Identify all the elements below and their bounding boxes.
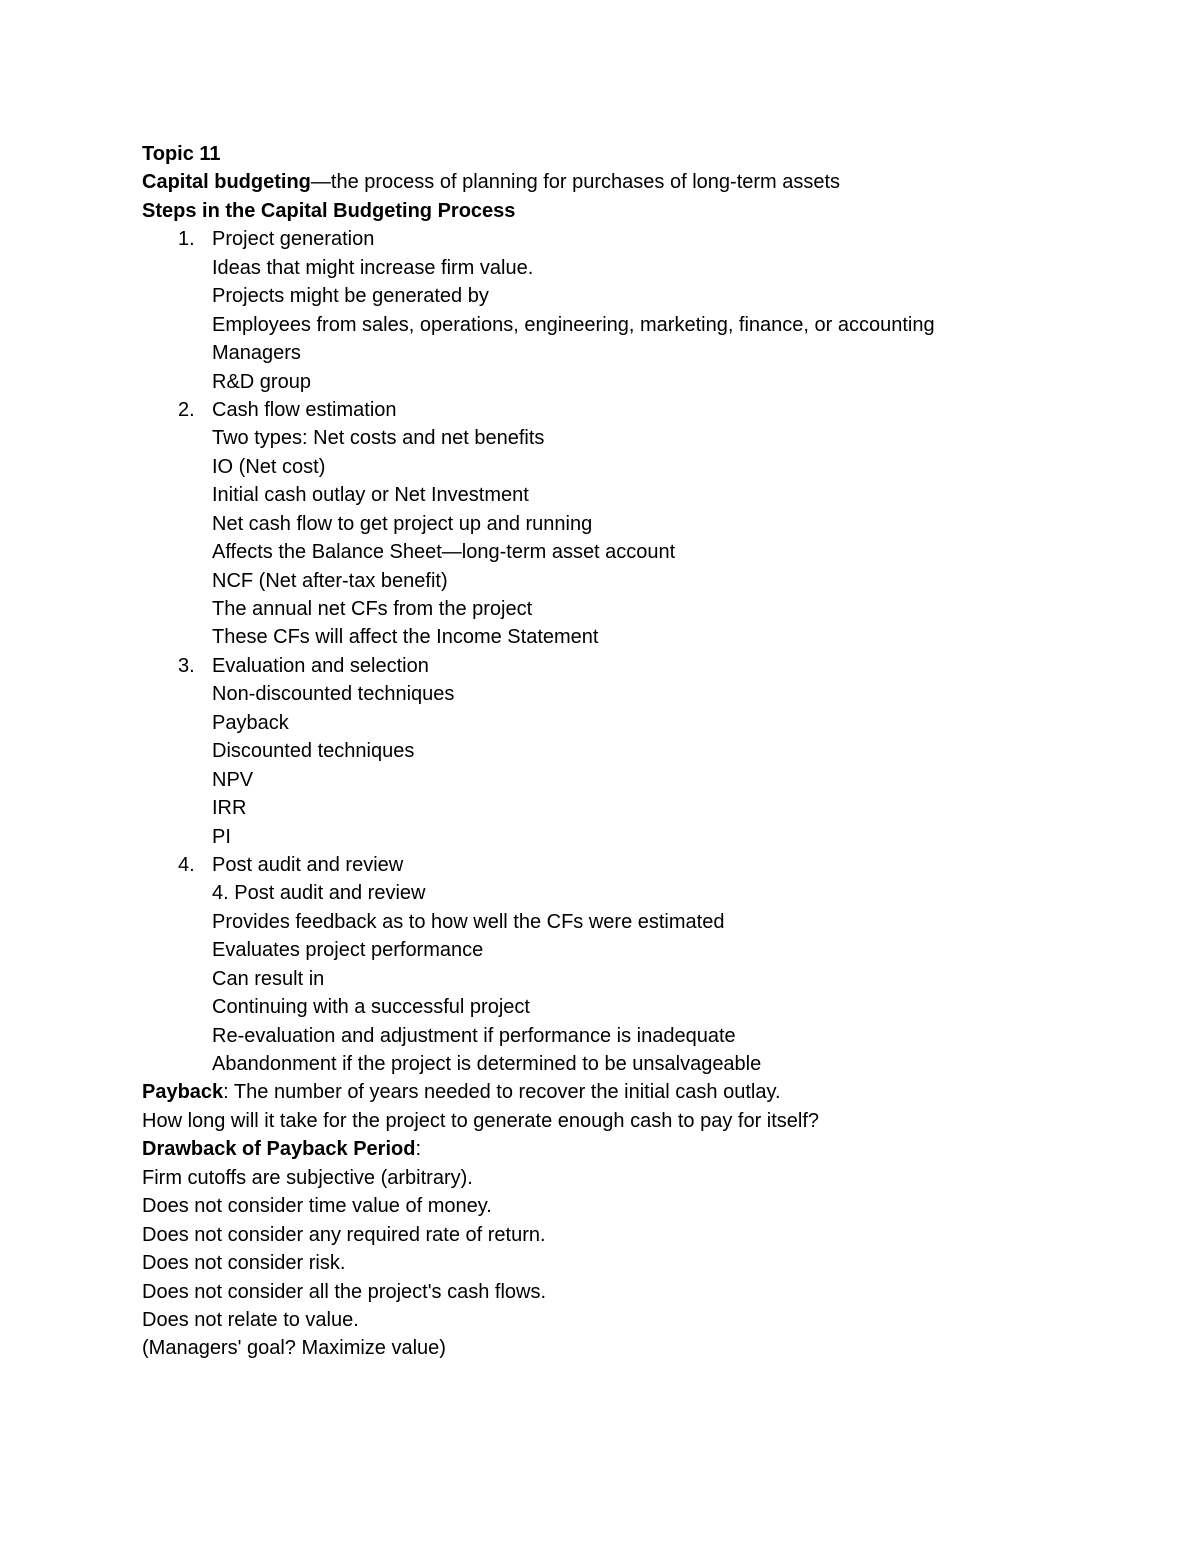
step-title: Post audit and review xyxy=(212,853,404,876)
payback-definition xyxy=(142,1078,1142,1106)
step-detail: Managers xyxy=(212,342,301,365)
drawback-heading xyxy=(142,1135,1142,1163)
step-detail: Abandonment if the project is determined to be unsalvageable xyxy=(212,1053,762,1075)
step-detail: Affects the Balance Sheet—long-term asset account xyxy=(212,541,676,564)
document-body xyxy=(142,140,1142,1363)
steps-list xyxy=(142,225,1142,1078)
capital-budgeting-term: Capital budgeting xyxy=(142,171,311,194)
step-detail: R&D group xyxy=(212,370,311,393)
drawback-heading-text: Drawback of Payback Period xyxy=(142,1138,416,1161)
step-detail: Ideas that might increase firm value. xyxy=(212,256,534,279)
drawback-item: Does not consider risk. xyxy=(142,1252,346,1275)
steps-heading: Steps in the Capital Budgeting Process xyxy=(142,199,516,222)
drawback-item: Firm cutoffs are subjective (arbitrary). xyxy=(142,1166,473,1189)
step-title: Project generation xyxy=(212,228,375,251)
step-detail: IRR xyxy=(212,797,247,820)
step-detail: Non-discounted techniques xyxy=(212,683,455,706)
topic-title: Topic 11 xyxy=(142,143,221,165)
step-detail: Continuing with a successful project xyxy=(212,996,530,1019)
step-number: 1. xyxy=(178,228,195,251)
step-number: 3. xyxy=(178,654,195,677)
drawback-heading-colon: : xyxy=(415,1138,422,1161)
step-detail: Can result in xyxy=(212,967,325,990)
drawback-item: Does not consider all the project's cash flows. xyxy=(142,1280,547,1303)
step-detail: Two types: Net costs and net benefits xyxy=(212,427,545,450)
step-detail: Net cash flow to get project up and running xyxy=(212,512,593,535)
step-detail: Evaluates project performance xyxy=(212,939,484,962)
payback-text: : The number of years needed to recover the initial cash outlay. xyxy=(223,1081,781,1104)
drawback-item: Does not consider time value of money. xyxy=(142,1195,492,1218)
step-detail: Provides feedback as to how well the CFs were estimated xyxy=(212,910,725,933)
payback-term: Payback xyxy=(142,1081,224,1104)
step-detail: Initial cash outlay or Net Investment xyxy=(212,484,529,507)
drawback-item: Does not relate to value. xyxy=(142,1308,359,1331)
step-detail: These CFs will affect the Income Statement xyxy=(212,626,599,649)
step-detail: NPV xyxy=(212,768,254,791)
step-item xyxy=(142,396,1142,424)
step-detail: IO (Net cost) xyxy=(212,455,326,478)
capital-budgeting-definition xyxy=(142,168,1142,196)
step-detail: PI xyxy=(212,825,231,848)
step-item xyxy=(142,851,1142,879)
step-detail: Projects might be generated by xyxy=(212,285,489,308)
step-detail: Discounted techniques xyxy=(212,740,415,763)
step-title: Cash flow estimation xyxy=(212,398,397,421)
step-title: Evaluation and selection xyxy=(212,654,429,677)
step-detail: 4. Post audit and review xyxy=(212,882,426,905)
step-detail: The annual net CFs from the project xyxy=(212,598,533,620)
step-number: 2. xyxy=(178,398,195,421)
drawback-item: (Managers' goal? Maximize value) xyxy=(142,1337,446,1360)
payback-question: How long will it take for the project to generate enough cash to pay for itself? xyxy=(142,1109,820,1132)
step-number: 4. xyxy=(178,853,195,876)
drawback-list xyxy=(142,1164,1142,1363)
step-detail: Employees from sales, operations, engineering, marketing, finance, or accounting xyxy=(212,313,935,336)
drawback-item: Does not consider any required rate of return. xyxy=(142,1223,546,1246)
step-item xyxy=(142,652,1142,680)
step-detail: NCF (Net after-tax benefit) xyxy=(212,569,448,592)
capital-budgeting-text: —the process of planning for purchases of long-term assets xyxy=(310,171,841,194)
step-detail: Re-evaluation and adjustment if performance is inadequate xyxy=(212,1024,736,1047)
step-detail: Payback xyxy=(212,711,289,734)
step-item xyxy=(142,225,1142,253)
